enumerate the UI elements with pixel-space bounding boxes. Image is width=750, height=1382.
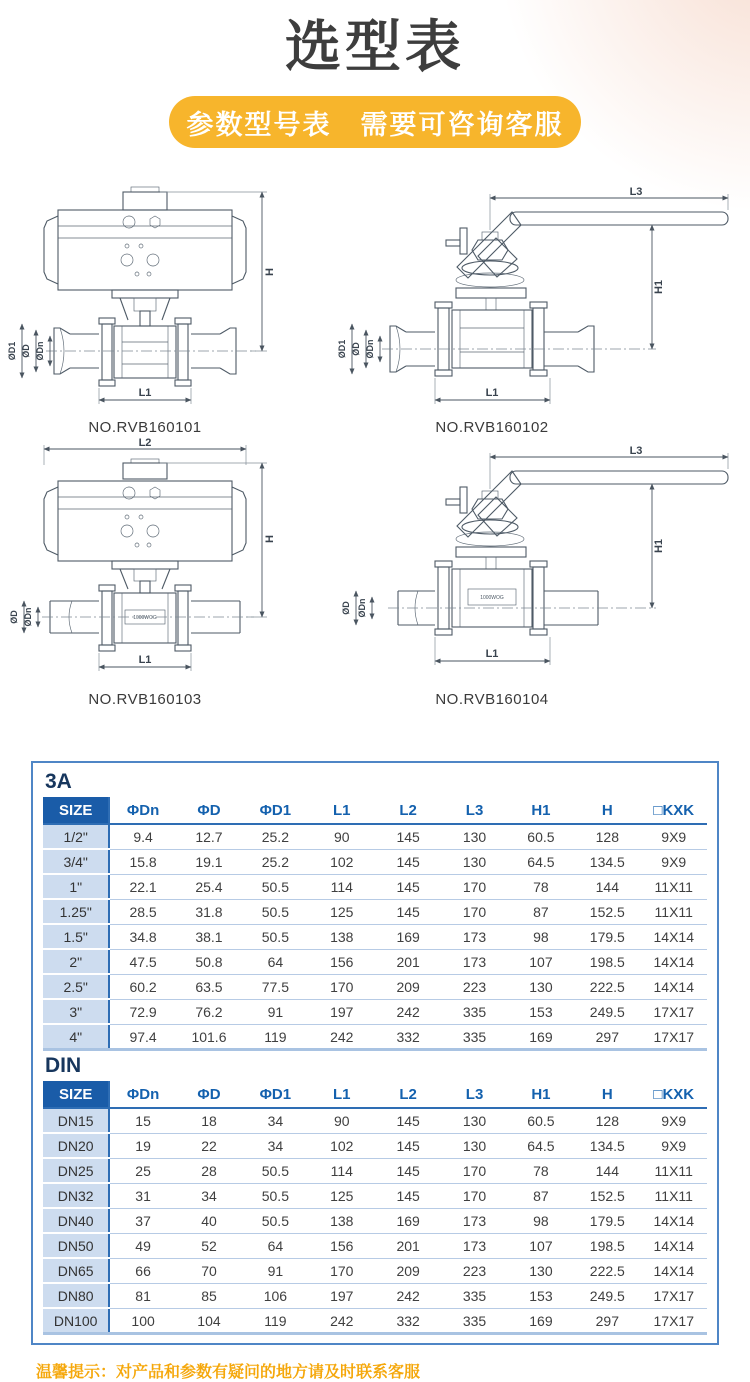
cell-value: 17X17 — [641, 1283, 707, 1308]
cell-value: 19.1 — [176, 849, 242, 874]
cell-value: 335 — [441, 1024, 507, 1050]
cell-value: 17X17 — [641, 1308, 707, 1334]
cell-value: 14X14 — [641, 924, 707, 949]
cell-value: 50.8 — [176, 949, 242, 974]
cell-value: 249.5 — [574, 999, 640, 1024]
dim-label-dn: ØDn — [35, 341, 45, 361]
cell-value: 9X9 — [641, 824, 707, 849]
cell-value: 50.5 — [242, 924, 308, 949]
cell-value: 170 — [441, 874, 507, 899]
cell-value: 18 — [176, 1108, 242, 1133]
cell-value: 15.8 — [109, 849, 175, 874]
page-title: 选型表 — [285, 15, 465, 78]
cell-value: 9.4 — [109, 824, 175, 849]
cell-value: 335 — [441, 1283, 507, 1308]
cell-value: 98 — [508, 924, 574, 949]
manual-clamp-valve-drawing — [337, 182, 740, 417]
cell-size: 2" — [43, 949, 109, 974]
spec-table-din — [43, 1081, 707, 1335]
dim-label-dn: ØDn — [23, 607, 33, 627]
cell-value: 125 — [309, 1183, 375, 1208]
info-banner — [169, 96, 581, 148]
footer-tip: 温馨提示：对产品和参数有疑问的地方请及时联系客服 — [36, 1364, 421, 1381]
cell-size: DN40 — [43, 1208, 109, 1233]
table-row — [43, 974, 707, 999]
valve-diagrams-grid — [0, 182, 750, 715]
cell-value: 97.4 — [109, 1024, 175, 1050]
cell-value: 156 — [309, 1233, 375, 1258]
cell-size: 1/2" — [43, 824, 109, 849]
cell-value: 145 — [375, 1158, 441, 1183]
pneumatic-weld-valve-drawing — [10, 439, 320, 689]
table-row — [43, 1133, 707, 1158]
cell-value: 78 — [508, 1158, 574, 1183]
diagram-cell-rvb160103 — [0, 439, 330, 715]
cell-size: DN15 — [43, 1108, 109, 1133]
table-heading-3a: 3A — [45, 770, 72, 793]
cell-value: 156 — [309, 949, 375, 974]
cell-value: 100 — [109, 1308, 175, 1334]
column-header: L2 — [375, 1081, 441, 1108]
cell-value: 173 — [441, 1233, 507, 1258]
table-row — [43, 849, 707, 874]
cell-value: 209 — [375, 1258, 441, 1283]
cell-value: 242 — [309, 1024, 375, 1050]
cell-value: 106 — [242, 1283, 308, 1308]
table-row — [43, 1024, 707, 1050]
cell-value: 91 — [242, 1258, 308, 1283]
column-header: H — [574, 797, 640, 824]
cell-value: 19 — [109, 1133, 175, 1158]
cell-size: 1.25" — [43, 899, 109, 924]
dim-label-dn: ØDn — [365, 339, 375, 359]
cell-value: 14X14 — [641, 1233, 707, 1258]
cell-value: 77.5 — [242, 974, 308, 999]
dim-label-d: ØD — [9, 610, 19, 624]
cell-value: 130 — [508, 1258, 574, 1283]
cell-value: 64 — [242, 1233, 308, 1258]
cell-value: 64 — [242, 949, 308, 974]
cell-value: 11X11 — [641, 1183, 707, 1208]
diagram-caption: NO.RVB160103 — [88, 691, 202, 708]
cell-size: DN20 — [43, 1133, 109, 1158]
cell-value: 72.9 — [109, 999, 175, 1024]
cell-value: 144 — [574, 874, 640, 899]
cell-value: 145 — [375, 1133, 441, 1158]
cell-value: 25.2 — [242, 849, 308, 874]
cell-value: 145 — [375, 899, 441, 924]
column-header-size: SIZE — [43, 1081, 109, 1108]
cell-value: 197 — [309, 999, 375, 1024]
diagram-caption: NO.RVB160102 — [435, 419, 549, 436]
cell-value: 15 — [109, 1108, 175, 1133]
cell-value: 173 — [441, 949, 507, 974]
dim-label-l1: L1 — [138, 654, 152, 666]
cell-size: 1" — [43, 874, 109, 899]
cell-size: 1.5" — [43, 924, 109, 949]
cell-value: 50.5 — [242, 1183, 308, 1208]
column-header: H1 — [508, 797, 574, 824]
dim-label-h1: H1 — [653, 538, 665, 554]
column-header: ΦD1 — [242, 1081, 308, 1108]
dim-label-l3: L3 — [629, 445, 643, 457]
cell-value: 60.5 — [508, 824, 574, 849]
body-mark: 1000WOG — [133, 615, 157, 621]
cell-value: 223 — [441, 1258, 507, 1283]
table-row — [43, 1233, 707, 1258]
cell-value: 17X17 — [641, 1024, 707, 1050]
cell-size: DN100 — [43, 1308, 109, 1334]
dim-label-l1: L1 — [485, 387, 499, 399]
diagram-caption: NO.RVB160101 — [88, 419, 202, 436]
column-header: L3 — [441, 797, 507, 824]
cell-value: 169 — [508, 1024, 574, 1050]
cell-value: 102 — [309, 849, 375, 874]
cell-value: 335 — [441, 999, 507, 1024]
cell-value: 107 — [508, 1233, 574, 1258]
cell-size: DN80 — [43, 1283, 109, 1308]
cell-value: 14X14 — [641, 974, 707, 999]
table-row — [43, 999, 707, 1024]
cell-value: 242 — [309, 1308, 375, 1334]
cell-value: 91 — [242, 999, 308, 1024]
cell-value: 31 — [109, 1183, 175, 1208]
cell-value: 125 — [309, 899, 375, 924]
cell-value: 119 — [242, 1024, 308, 1050]
cell-value: 169 — [375, 1208, 441, 1233]
cell-value: 34 — [242, 1108, 308, 1133]
cell-value: 11X11 — [641, 874, 707, 899]
cell-value: 209 — [375, 974, 441, 999]
cell-value: 9X9 — [641, 849, 707, 874]
cell-value: 47.5 — [109, 949, 175, 974]
cell-value: 138 — [309, 924, 375, 949]
cell-size: DN65 — [43, 1258, 109, 1283]
cell-value: 179.5 — [574, 1208, 640, 1233]
table-row — [43, 1208, 707, 1233]
cell-value: 76.2 — [176, 999, 242, 1024]
cell-value: 49 — [109, 1233, 175, 1258]
cell-value: 242 — [375, 1283, 441, 1308]
cell-value: 22 — [176, 1133, 242, 1158]
cell-value: 11X11 — [641, 899, 707, 924]
cell-value: 9X9 — [641, 1108, 707, 1133]
cell-value: 173 — [441, 924, 507, 949]
cell-value: 37 — [109, 1208, 175, 1233]
cell-size: DN50 — [43, 1233, 109, 1258]
cell-value: 170 — [441, 1158, 507, 1183]
cell-value: 153 — [508, 999, 574, 1024]
cell-value: 179.5 — [574, 924, 640, 949]
cell-value: 87 — [508, 1183, 574, 1208]
cell-value: 70 — [176, 1258, 242, 1283]
cell-value: 114 — [309, 874, 375, 899]
cell-value: 170 — [309, 974, 375, 999]
dim-label-l1: L1 — [138, 387, 152, 399]
cell-value: 28.5 — [109, 899, 175, 924]
table-row — [43, 1183, 707, 1208]
manual-weld-valve-drawing — [340, 439, 740, 689]
table-header — [43, 797, 707, 824]
cell-value: 90 — [309, 1108, 375, 1133]
table-row — [43, 1258, 707, 1283]
cell-value: 50.5 — [242, 1208, 308, 1233]
cell-value: 50.5 — [242, 874, 308, 899]
cell-value: 134.5 — [574, 1133, 640, 1158]
column-header: ΦD — [176, 797, 242, 824]
cell-value: 249.5 — [574, 1283, 640, 1308]
spec-section-din — [43, 1054, 707, 1335]
cell-size: DN32 — [43, 1183, 109, 1208]
table-row — [43, 949, 707, 974]
cell-value: 130 — [508, 974, 574, 999]
table-row — [43, 824, 707, 849]
dim-label-l3: L3 — [629, 186, 643, 198]
cell-value: 297 — [574, 1024, 640, 1050]
cell-value: 332 — [375, 1024, 441, 1050]
dim-label-d1: ØD1 — [7, 341, 17, 361]
cell-value: 34.8 — [109, 924, 175, 949]
cell-value: 152.5 — [574, 899, 640, 924]
cell-value: 145 — [375, 849, 441, 874]
cell-value: 87 — [508, 899, 574, 924]
cell-value: 38.1 — [176, 924, 242, 949]
cell-value: 134.5 — [574, 849, 640, 874]
dim-label-d: ØD — [341, 601, 351, 615]
cell-value: 14X14 — [641, 1208, 707, 1233]
cell-value: 104 — [176, 1308, 242, 1334]
cell-value: 114 — [309, 1158, 375, 1183]
cell-value: 170 — [441, 899, 507, 924]
cell-value: 297 — [574, 1308, 640, 1334]
cell-value: 60.5 — [508, 1108, 574, 1133]
cell-value: 25 — [109, 1158, 175, 1183]
cell-size: 2.5" — [43, 974, 109, 999]
dim-label-d1: ØD1 — [337, 339, 347, 359]
cell-value: 170 — [441, 1183, 507, 1208]
spec-section-3a — [43, 770, 707, 1051]
cell-value: 145 — [375, 1108, 441, 1133]
cell-value: 242 — [375, 999, 441, 1024]
cell-value: 145 — [375, 824, 441, 849]
table-row — [43, 1283, 707, 1308]
diagram-caption: NO.RVB160104 — [435, 691, 549, 708]
column-header: L1 — [309, 1081, 375, 1108]
dim-label-h: H — [264, 268, 276, 276]
dim-label-l2: L2 — [138, 437, 152, 449]
column-header: L3 — [441, 1081, 507, 1108]
dim-label-h1: H1 — [653, 279, 665, 295]
column-header: ΦDn — [109, 1081, 175, 1108]
table-heading-din: DIN — [45, 1054, 82, 1077]
diagram-cell-rvb160104 — [330, 439, 750, 715]
cell-value: 128 — [574, 1108, 640, 1133]
cell-size: 3/4" — [43, 849, 109, 874]
column-header: H — [574, 1081, 640, 1108]
cell-value: 222.5 — [574, 1258, 640, 1283]
cell-value: 130 — [441, 824, 507, 849]
cell-value: 63.5 — [176, 974, 242, 999]
cell-value: 64.5 — [508, 1133, 574, 1158]
cell-value: 223 — [441, 974, 507, 999]
diagram-cell-rvb160102 — [330, 182, 750, 439]
cell-size: DN25 — [43, 1158, 109, 1183]
cell-value: 173 — [441, 1208, 507, 1233]
spec-table-3a — [43, 797, 707, 1051]
cell-value: 332 — [375, 1308, 441, 1334]
table-row — [43, 1308, 707, 1334]
cell-value: 201 — [375, 1233, 441, 1258]
cell-value: 169 — [375, 924, 441, 949]
body-mark: 1000WOG — [480, 595, 504, 601]
cell-value: 40 — [176, 1208, 242, 1233]
dim-label-d: ØD — [351, 342, 361, 356]
cell-value: 138 — [309, 1208, 375, 1233]
column-header: ΦDn — [109, 797, 175, 824]
table-header — [43, 1081, 707, 1108]
cell-value: 66 — [109, 1258, 175, 1283]
column-header: ΦD — [176, 1081, 242, 1108]
cell-value: 25.2 — [242, 824, 308, 849]
cell-value: 130 — [441, 1108, 507, 1133]
cell-value: 98 — [508, 1208, 574, 1233]
column-header-size: SIZE — [43, 797, 109, 824]
cell-value: 25.4 — [176, 874, 242, 899]
cell-value: 107 — [508, 949, 574, 974]
table-row — [43, 924, 707, 949]
cell-value: 14X14 — [641, 1258, 707, 1283]
column-header: H1 — [508, 1081, 574, 1108]
cell-value: 90 — [309, 824, 375, 849]
cell-value: 85 — [176, 1283, 242, 1308]
cell-value: 102 — [309, 1133, 375, 1158]
cell-value: 11X11 — [641, 1158, 707, 1183]
spec-tables-panel — [31, 761, 719, 1345]
cell-value: 14X14 — [641, 949, 707, 974]
cell-value: 50.5 — [242, 899, 308, 924]
cell-value: 9X9 — [641, 1133, 707, 1158]
cell-value: 201 — [375, 949, 441, 974]
cell-value: 153 — [508, 1283, 574, 1308]
cell-value: 144 — [574, 1158, 640, 1183]
cell-value: 64.5 — [508, 849, 574, 874]
cell-value: 169 — [508, 1308, 574, 1334]
table-row — [43, 874, 707, 899]
table-row — [43, 1158, 707, 1183]
cell-size: 4" — [43, 1024, 109, 1050]
cell-value: 222.5 — [574, 974, 640, 999]
pneumatic-clamp-valve-drawing — [7, 182, 320, 417]
cell-value: 28 — [176, 1158, 242, 1183]
cell-value: 152.5 — [574, 1183, 640, 1208]
cell-value: 128 — [574, 824, 640, 849]
column-header: □KXK — [641, 797, 707, 824]
dim-label-l1: L1 — [485, 648, 499, 660]
column-header: L2 — [375, 797, 441, 824]
cell-value: 34 — [242, 1133, 308, 1158]
cell-value: 78 — [508, 874, 574, 899]
cell-value: 130 — [441, 849, 507, 874]
info-banner-text: 参数型号表 需要可咨询客服 — [186, 109, 564, 140]
cell-value: 335 — [441, 1308, 507, 1334]
cell-value: 22.1 — [109, 874, 175, 899]
table-row — [43, 899, 707, 924]
table-row — [43, 1108, 707, 1133]
cell-value: 17X17 — [641, 999, 707, 1024]
dim-label-h: H — [264, 535, 276, 543]
cell-value: 198.5 — [574, 1233, 640, 1258]
cell-value: 170 — [309, 1258, 375, 1283]
cell-value: 31.8 — [176, 899, 242, 924]
cell-value: 130 — [441, 1133, 507, 1158]
cell-value: 198.5 — [574, 949, 640, 974]
dim-label-dn: ØDn — [357, 598, 367, 618]
cell-value: 52 — [176, 1233, 242, 1258]
cell-value: 101.6 — [176, 1024, 242, 1050]
diagram-cell-rvb160101 — [0, 182, 330, 439]
cell-value: 50.5 — [242, 1158, 308, 1183]
cell-value: 60.2 — [109, 974, 175, 999]
cell-value: 81 — [109, 1283, 175, 1308]
cell-value: 197 — [309, 1283, 375, 1308]
cell-value: 12.7 — [176, 824, 242, 849]
cell-value: 145 — [375, 1183, 441, 1208]
cell-value: 145 — [375, 874, 441, 899]
cell-size: 3" — [43, 999, 109, 1024]
cell-value: 34 — [176, 1183, 242, 1208]
column-header: L1 — [309, 797, 375, 824]
column-header: □KXK — [641, 1081, 707, 1108]
dim-label-d: ØD — [21, 344, 31, 358]
column-header: ΦD1 — [242, 797, 308, 824]
cell-value: 119 — [242, 1308, 308, 1334]
